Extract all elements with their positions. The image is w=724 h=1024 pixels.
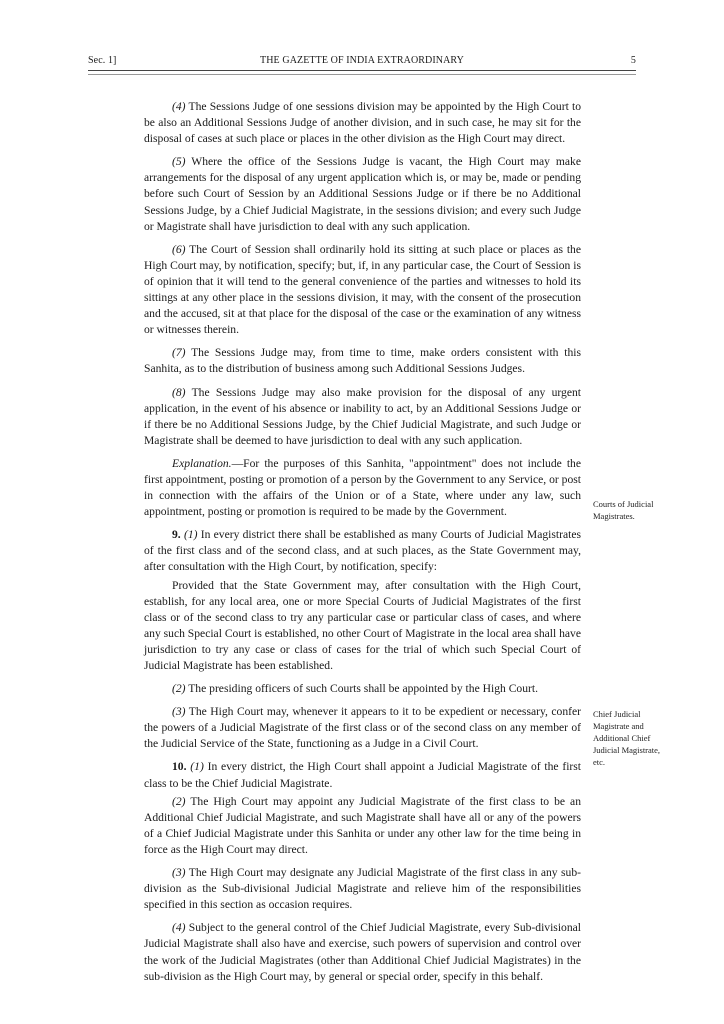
- proviso-text: Provided that the State Government may, after consultation with the High Court, establish, for any local area, one or more Special Courts of Judicial Magistrates of the first class or of the second class to try any particular case or particular class of cases, and where any such Special Court is established, no other Court of Magistrate in the local area shall have jurisdiction to try any case or class of cases for the trial of which such Special Court of Judicial Magistrate has been established.: [144, 578, 581, 672]
- clause-text: The Court of Session shall ordinarily hold its sitting at such place or places as the High Court may, by notification, specify; but, if, in any particular case, the Court of Session is of opinion that it will tend to the general convenience of the parties and witnesses to hold its sittings at any other place in the sessions division, it may, with the consent of the prosecution and the accused, sit at that place for the disposal of the case or the examination of any witness or witnesses therein.: [144, 242, 581, 337]
- clause-number: (1): [183, 528, 198, 542]
- section-9-subsection-3: [144, 704, 581, 752]
- section-10-subsection-1: [144, 759, 581, 791]
- explanation: [144, 456, 581, 520]
- running-header: [88, 55, 636, 71]
- section-9-subsection-2: [144, 681, 581, 697]
- subsection-8: [144, 385, 581, 449]
- clause-number: (8): [172, 385, 186, 399]
- clause-text: Where the office of the Sessions Judge is vacant, the High Court may make arrangements for the disposal of any urgent application which is, or may be, made or pending before such Court of Session by an Additional Sessions Judge or if there be no Additional Sessions Judge, by a Chief Judicial Magistrate, in the sessions division; and every such Judge or Magistrate shall have jurisdiction to deal with any such application.: [144, 155, 581, 233]
- clause-number: (2): [172, 682, 186, 696]
- section-10-subsection-4: [144, 920, 581, 984]
- section-number: 10.: [172, 760, 187, 774]
- marginal-note-section-9: Courts of Judicial Magistrates.: [593, 499, 654, 521]
- clause-text: Subject to the general control of the Chief Judicial Magistrate, every Sub-divisional Judicial Magistrate shall also have and exercise, such powers of supervision and control over the work of the Judicial Magistrates (other than Additional Chief Judicial Magistrates) in the sub-division as the High Court may, by general or special order, specify in this behalf.: [144, 921, 581, 983]
- explanation-text: —For the purposes of this Sanhita, "appointment" does not include the first appointment, posting or promotion of a person by the Government to any Service, or post in connection with the affairs of the Union or of a State, where under any law, such appointment, posting or promotion is required to be made by the Government.: [144, 456, 581, 519]
- section-10-subsection-2: [144, 794, 581, 858]
- clause-text: The Sessions Judge of one sessions division may be appointed by the High Court to be also an Additional Sessions Judge of another division, and in such case, he may sit for the disposal of cases at such place or places in the other division as the High Court may direct.: [144, 100, 581, 146]
- gazette-title: THE GAZETTE OF INDIA EXTRAORDINARY: [260, 55, 464, 66]
- clause-number: (7): [172, 346, 186, 360]
- marginal-note-section-10: Chief Judicial Magistrate and Additional Chief Judicial Magistrate, etc.: [593, 709, 661, 767]
- clause-number: (3): [172, 705, 186, 719]
- clause-number: (4): [172, 921, 186, 935]
- section-label: Sec. 1]: [88, 55, 117, 66]
- clause-text: The Sessions Judge may also make provision for the disposal of any urgent application, in the event of his absence or inability to act, by an Additional Sessions Judge or if there be no Additional Sessions Judge, by the Chief Judicial Magistrate, and such Judge or Magistrate shall be deemed to have jurisdiction to deal with any such application.: [144, 385, 581, 447]
- clause-text: The High Court may designate any Judicial Magistrate of the first class in any sub-division as the Sub-divisional Judicial Magistrate and relieve him of the responsibilities specified in this section as occasion requires.: [144, 866, 581, 912]
- clause-number: (4): [172, 100, 186, 113]
- clause-text: The High Court may, whenever it appears to it to be expedient or necessary, confer the powers of a Judicial Magistrate of the first class or of the second class on any member of the Judicial Service of the State, functioning as a Judge in a Civil Court.: [144, 705, 581, 751]
- clause-number: (2): [172, 794, 186, 808]
- clause-number: (5): [172, 155, 186, 169]
- clause-text: The Sessions Judge may, from time to time, make orders consistent with this Sanhita, as to the distribution of business among such Additional Sessions Judges.: [144, 346, 581, 376]
- clause-text: The High Court may appoint any Judicial Magistrate of the first class to be an Additional Chief Judicial Magistrate, and such Magistrate shall have all or any of the powers of a Chief Judicial Magistrate under this Sanhita or under any other law for the time being in force as the High Court may direct.: [144, 794, 581, 856]
- clause-number: (1): [190, 760, 204, 774]
- clause-text: In every district, the High Court shall appoint a Judicial Magistrate of the first class to be the Chief Judicial Magistrate.: [144, 760, 582, 790]
- explanation-label: Explanation.: [172, 456, 232, 470]
- section-9-proviso: [144, 578, 581, 675]
- subsection-7: [144, 345, 581, 377]
- body-text: [144, 99, 581, 992]
- subsection-4: [144, 99, 581, 147]
- clause-text: In every district there shall be established as many Courts of Judicial Magistrates of the first class and of the second class, and at such places, as the State Government may, after consultation with the High Court, by notification, specify:: [144, 528, 581, 574]
- clause-number: (3): [172, 866, 186, 880]
- section-9-subsection-1: [144, 527, 581, 575]
- header-rule: [88, 70, 636, 75]
- clause-number: (6): [172, 242, 186, 256]
- page-number: 5: [630, 55, 636, 66]
- section-number: 9.: [172, 528, 181, 542]
- subsection-5: [144, 154, 581, 234]
- subsection-6: [144, 242, 581, 339]
- clause-text: The presiding officers of such Courts shall be appointed by the High Court.: [185, 682, 539, 696]
- section-10-subsection-3: [144, 865, 581, 913]
